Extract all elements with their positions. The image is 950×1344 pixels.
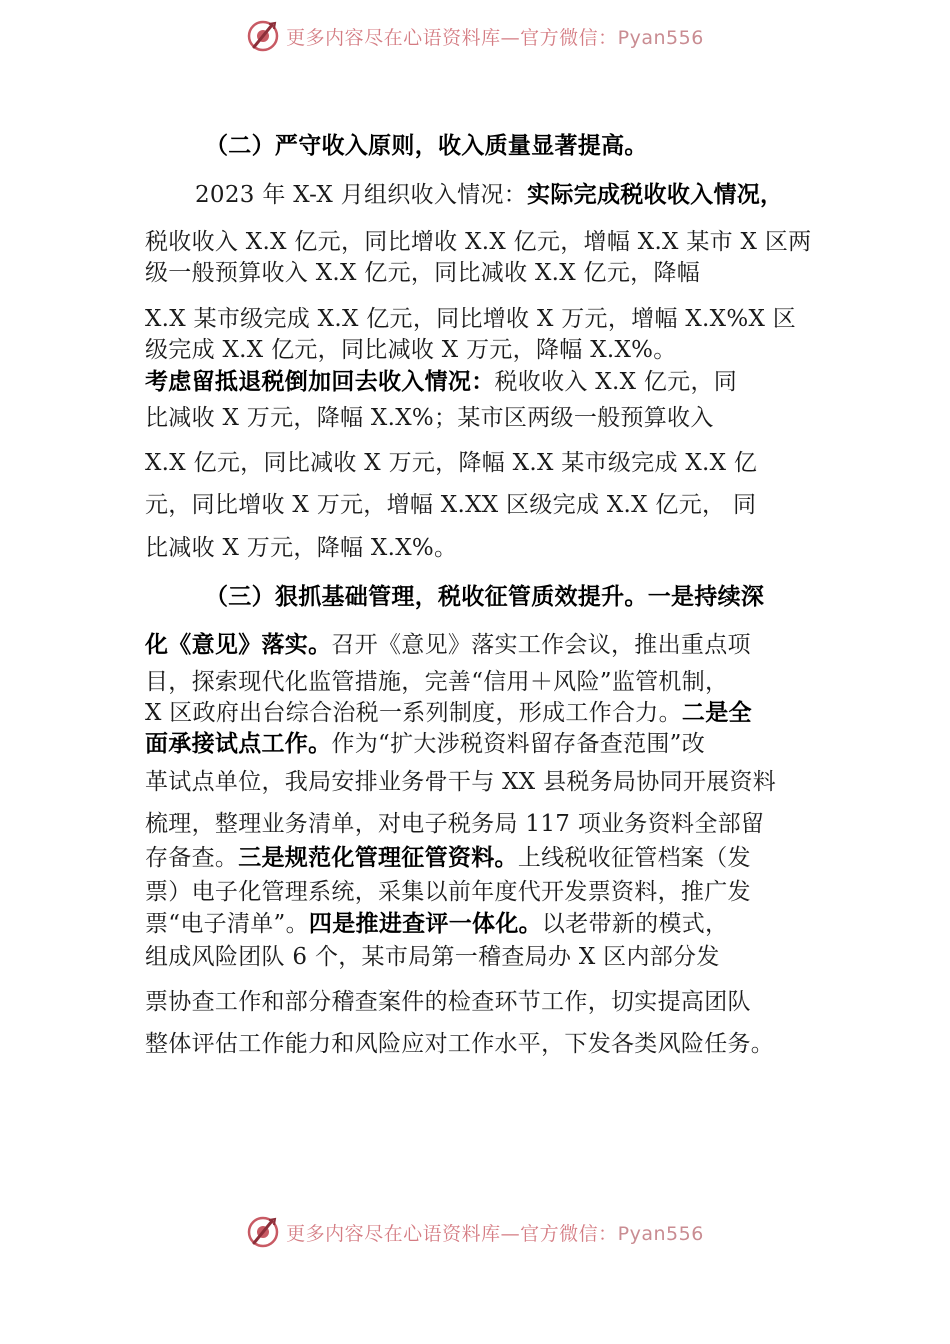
text-line	[145, 448, 845, 478]
bold-text-segment: （三）狠抓基础管理，税收征管质效提升。一是持续深	[205, 584, 765, 610]
text-segment: 票“电子清单”。	[145, 911, 309, 937]
header-watermark-banner	[0, 16, 950, 56]
bold-text-segment: （二）严守收入原则，收入质量显著提高。	[205, 133, 648, 159]
text-line	[145, 767, 845, 797]
footer-watermark-banner	[0, 1212, 950, 1252]
text-segment: 票）电子化管理系统，采集以前年度代开发票资料，推广发	[145, 879, 751, 905]
text-segment: 以老带新的模式，	[541, 911, 729, 937]
text-line	[205, 131, 905, 161]
brand-logo-icon	[246, 1215, 280, 1249]
bold-text-segment: 化《意见》落实。	[145, 632, 332, 658]
text-segment: 作为“扩大涉税资料留存备查范围”改	[331, 731, 706, 757]
text-segment: 级一般预算收入 X.X 亿元，同比减收 X.X 亿元，降幅	[145, 260, 701, 286]
bold-text-segment: 实际完成税收收入情况，	[527, 182, 784, 208]
text-line	[145, 533, 845, 563]
banner-text: 更多内容尽在心语资料库—官方微信：Pyan556	[286, 26, 704, 49]
text-line	[145, 367, 845, 397]
text-line	[145, 490, 845, 520]
text-segment: 税收收入 X.X 亿元，同	[494, 369, 738, 395]
text-line	[205, 582, 905, 612]
text-line	[145, 698, 845, 728]
text-segment: 上线税收征管档案（发	[517, 845, 751, 871]
text-line	[145, 630, 845, 660]
bold-text-segment: 考虑留抵退税倒加回去收入情况：	[145, 369, 495, 395]
bold-text-segment: 三是规范化管理征管资料。	[238, 845, 518, 871]
text-segment: 存备查。	[145, 845, 239, 871]
text-segment: 票协查工作和部分稽查案件的检查环节工作，切实提高团队	[145, 989, 751, 1015]
text-line	[145, 909, 845, 939]
text-line	[145, 877, 845, 907]
text-segment: 2023 年 X-X 月组织收入情况：	[195, 182, 528, 208]
text-line	[195, 180, 895, 210]
text-segment: 比减收 X 万元，降幅 X.X%。	[145, 535, 458, 561]
text-line	[145, 729, 845, 759]
text-segment: 比减收 X 万元，降幅 X.X%；某市区两级一般预算收入	[145, 405, 714, 431]
bold-text-segment: 面承接试点工作。	[145, 731, 332, 757]
text-segment: X.X 某市级完成 X.X 亿元，同比增收 X 万元，增幅 X.X%X 区	[145, 306, 797, 332]
text-segment: 整体评估工作能力和风险应对工作水平，下发各类风险任务。	[145, 1031, 775, 1057]
text-line	[145, 667, 845, 697]
text-segment: X.X 亿元，同比减收 X 万元，降幅 X.X 某市级完成 X.X 亿	[145, 450, 758, 476]
text-segment: 税收收入 X.X 亿元，同比增收 X.X 亿元，增幅 X.X 某市 X 区两	[145, 229, 812, 255]
bold-text-segment: 四是推进查评一体化。	[308, 911, 542, 937]
text-segment: 级完成 X.X 亿元，同比减收 X 万元，降幅 X.X%。	[145, 337, 677, 363]
brand-logo-icon	[246, 19, 280, 53]
text-segment: X 区政府出台综合治税一系列制度，形成工作合力。	[145, 700, 682, 726]
text-line	[145, 335, 845, 365]
banner-text: 更多内容尽在心语资料库—官方微信：Pyan556	[286, 1222, 704, 1245]
text-line	[145, 843, 845, 873]
text-line	[145, 1029, 845, 1059]
text-segment: 召开《意见》落实工作会议，推出重点项	[331, 632, 751, 658]
text-line	[145, 942, 845, 972]
text-line	[145, 258, 845, 288]
text-segment: 目，探索现代化监管措施，完善“信用＋风险”监管机制，	[145, 669, 729, 695]
text-segment: 元，同比增收 X 万元，增幅 X.XX 区级完成 X.X 亿元， 同	[145, 492, 757, 518]
text-line	[145, 987, 845, 1017]
text-segment: 组成风险团队 6 个，某市局第一稽查局办 X 区内部分发	[145, 944, 720, 970]
bold-text-segment: 二是全	[681, 700, 752, 726]
text-segment: 梳理，整理业务清单，对电子税务局 117 项业务资料全部留	[145, 811, 765, 837]
text-line	[145, 809, 845, 839]
text-line	[145, 227, 845, 257]
text-line	[145, 403, 845, 433]
text-line	[145, 304, 845, 334]
text-segment: 革试点单位，我局安排业务骨干与 XX 县税务局协同开展资料	[145, 769, 777, 795]
